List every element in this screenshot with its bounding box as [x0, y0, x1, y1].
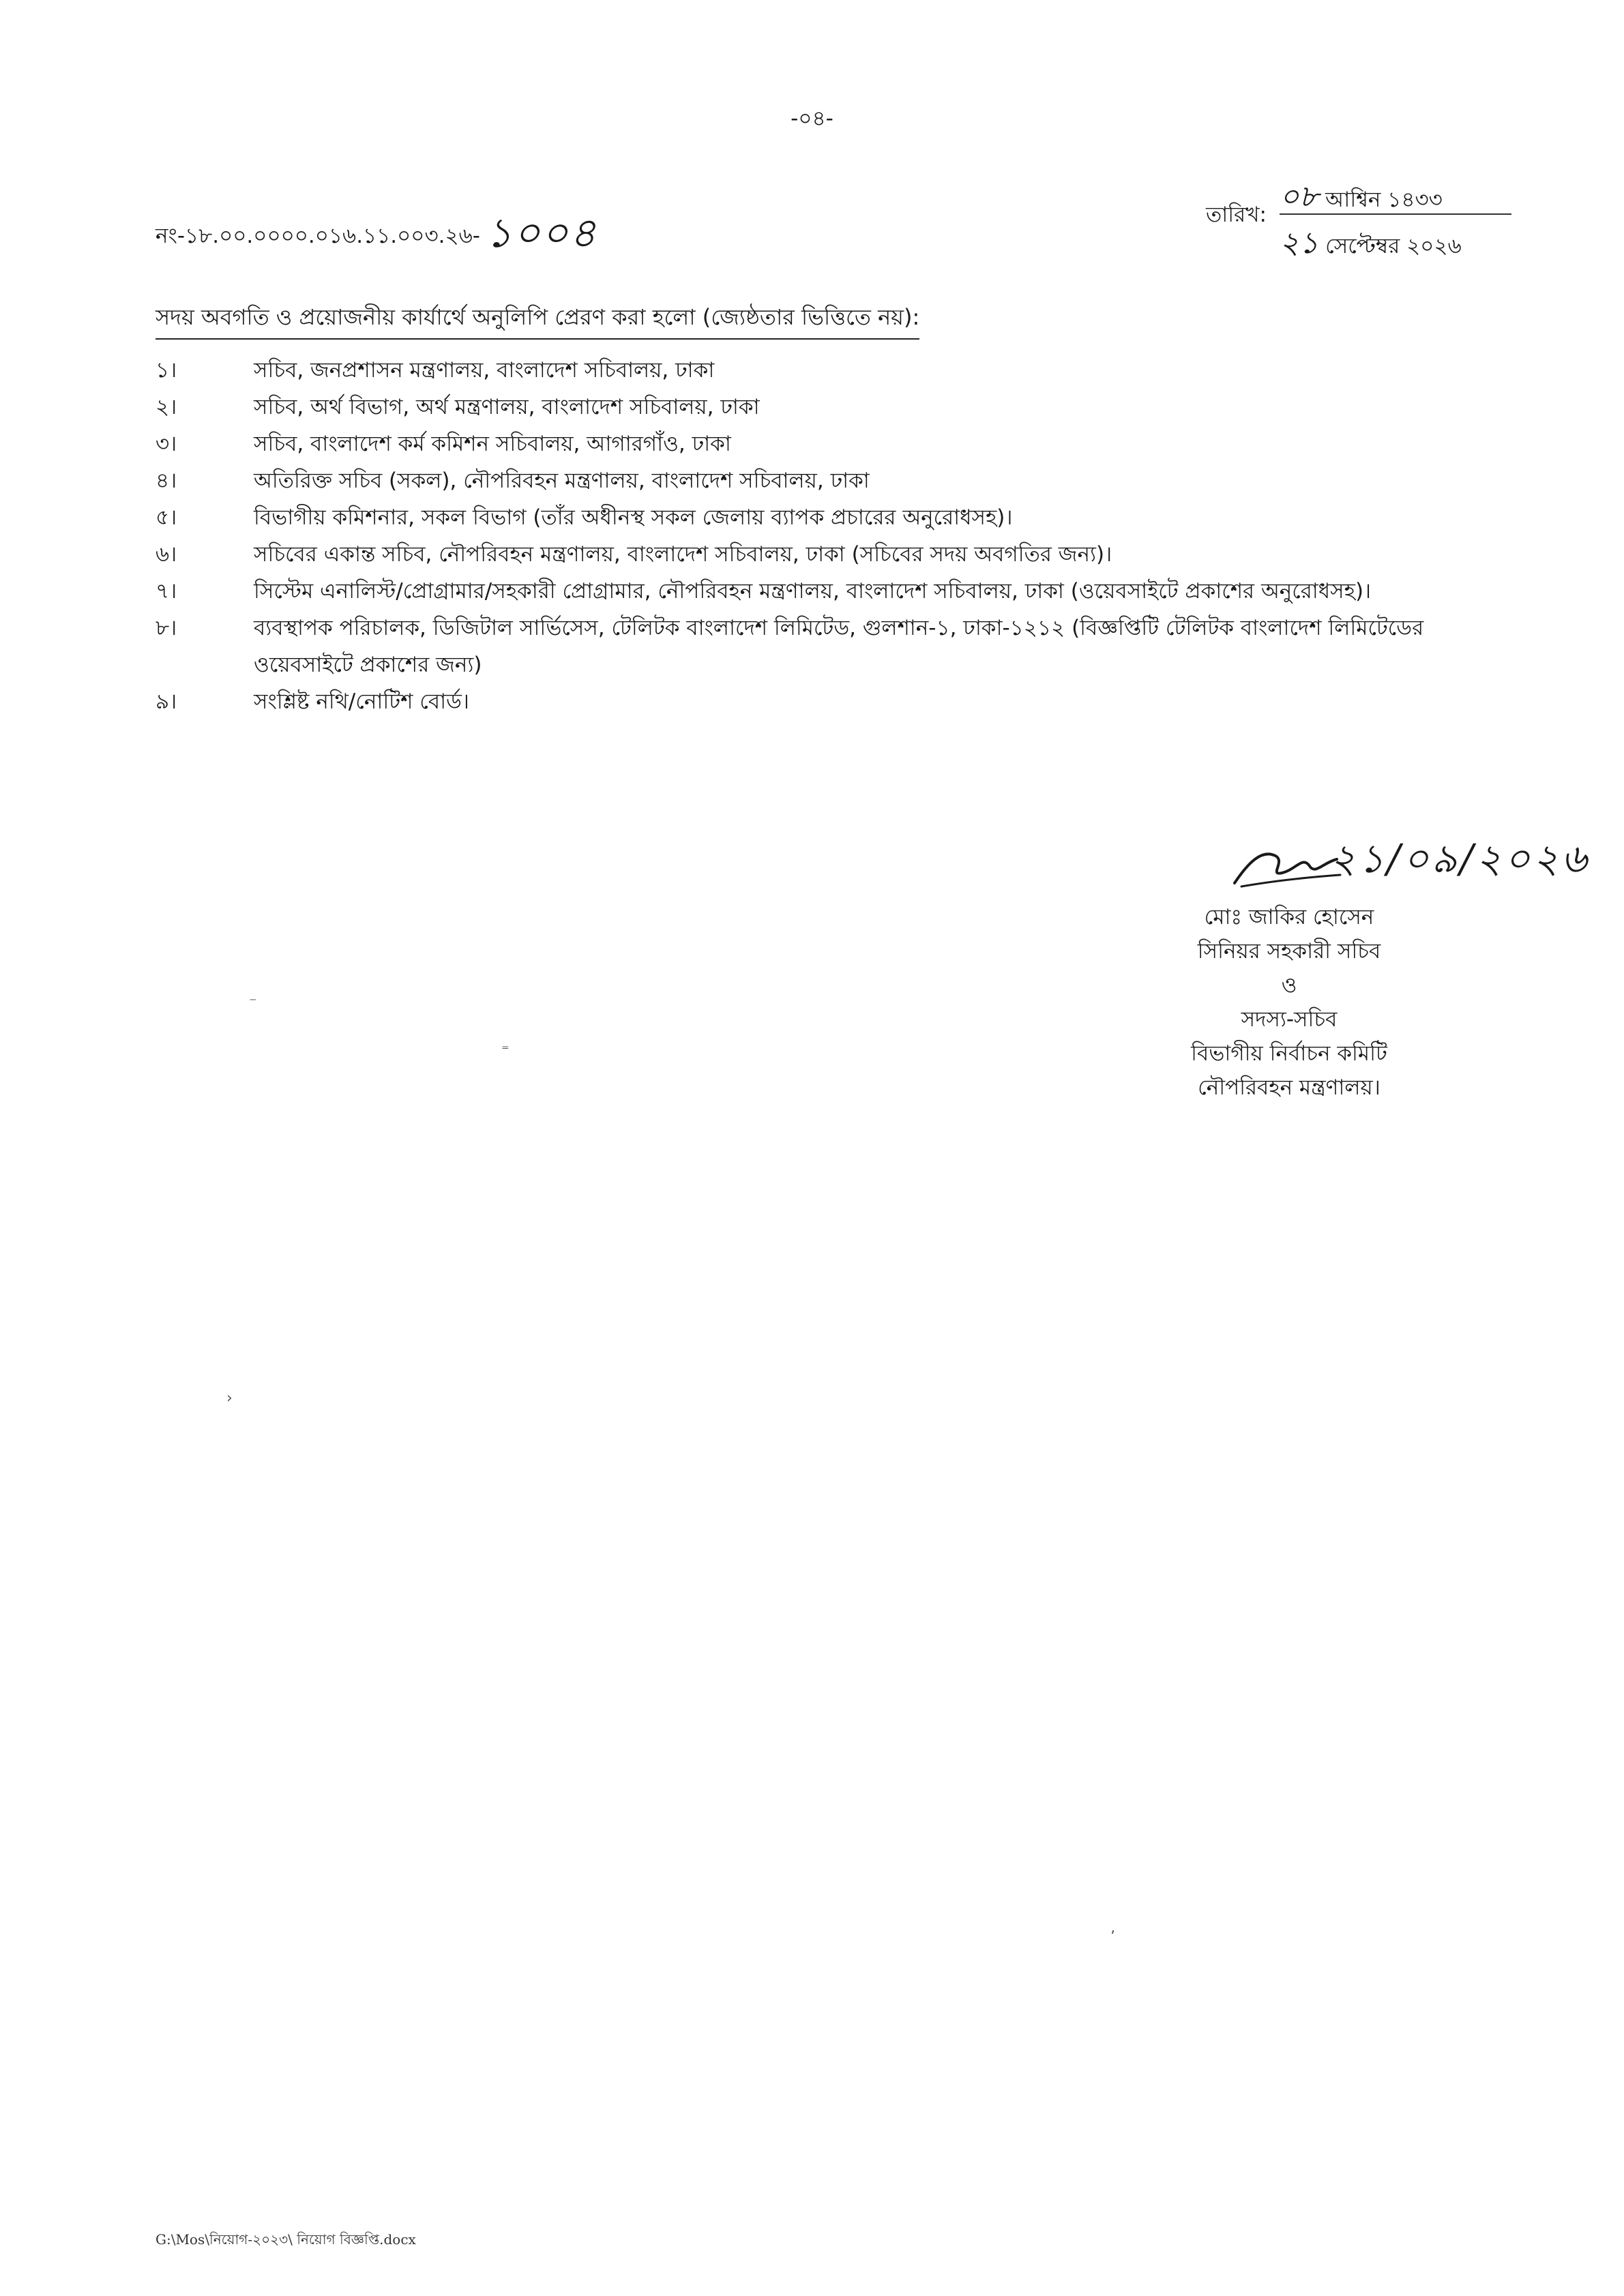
- signatory-block: [1119, 900, 1460, 1105]
- bangla-month-year: আশ্বিন ১৪৩৩: [1325, 188, 1443, 212]
- signatory-name: মোঃ জাকির হোসেন: [1204, 905, 1374, 929]
- english-month-year: সেপ্টেম্বর ২০২৬: [1325, 234, 1462, 258]
- signatory-role: সদস্য-সচিব: [1241, 1007, 1338, 1032]
- date-block: [1206, 174, 1533, 260]
- list-item-number: ৬।: [156, 542, 177, 567]
- list-item-number: ২।: [156, 395, 177, 419]
- list-item-text: সিস্টেম এনালিস্ট/প্রোগ্রামার/সহকারী প্রোগ্রামার, নৌপরিবহন মন্ত্রণালয়, বাংলাদেশ সচিবালয়, ঢাকা (ওয়েবসাইটে প্রকাশের অনুরোধসহ)।: [254, 579, 1372, 603]
- bangla-date: [1280, 174, 1511, 215]
- list-item-number: ১।: [156, 358, 177, 383]
- scan-speck: ›: [226, 1390, 233, 1407]
- list-item-text: অতিরিক্ত সচিব (সকল), নৌপরিবহন মন্ত্রণালয়, বাংলাদেশ সচিবালয়, ঢাকা: [254, 468, 870, 493]
- distribution-intro: সদয় অবগতি ও প্রয়োজনীয় কার্যার্থে অনুলিপি প্রেরণ করা হলো (জ্যেষ্ঠতার ভিত্তিতে নয়):: [156, 300, 919, 340]
- list-item: [156, 462, 1526, 499]
- signature: [1228, 829, 1610, 904]
- list-item: [156, 499, 1526, 536]
- signatory-conjunction: ও: [1281, 973, 1297, 998]
- list-item: [156, 573, 1526, 610]
- signatory-designation: সিনিয়র সহকারী সচিব: [1197, 939, 1381, 964]
- list-item-text: সচিবের একান্ত সচিব, নৌপরিবহন মন্ত্রণালয়, বাংলাদেশ সচিবালয়, ঢাকা (সচিবের সদয় অবগতির জন্য)।: [254, 542, 1112, 567]
- list-item-text: বিভাগীয় কমিশনার, সকল বিভাগ (তাঁর অধীনস্থ সকল জেলায় ব্যাপক প্রচারের অনুরোধসহ)।: [254, 505, 1013, 530]
- list-item-number: ৭।: [156, 579, 177, 603]
- list-item-number: ৮।: [156, 616, 177, 640]
- scan-speck: ⁻: [249, 994, 257, 1011]
- english-date: [1280, 220, 1462, 270]
- list-item-text: সংশ্লিষ্ট নথি/নোটিশ বোর্ড।: [254, 689, 470, 714]
- list-item-text: ব্যবস্থাপক পরিচালক, ডিজিটাল সার্ভিসেস, টেলিটক বাংলাদেশ লিমিটেড, গুলশান-১, ঢাকা-১২১২ (বিজ্ঞপ্তিটি টেলিটক বাংলাদেশ লিমিটেডের ওয়েবসাইটে প্রকাশের জন্য): [254, 616, 1424, 677]
- signature-scribble-icon: [1228, 835, 1344, 897]
- memo-number-prefix: নং-১৮.০০.০০০০.০১৬.১১.০০৩.২৬-: [156, 224, 480, 248]
- list-item: [156, 536, 1526, 573]
- english-day-handwritten: ২১: [1280, 226, 1319, 260]
- list-item: [156, 426, 1526, 462]
- list-item-text: সচিব, অর্থ বিভাগ, অর্থ মন্ত্রণালয়, বাংলাদেশ সচিবালয়, ঢাকা: [254, 395, 760, 419]
- memo-number: [156, 198, 597, 266]
- signatory-ministry: নৌপরিবহন মন্ত্রণালয়।: [1198, 1075, 1381, 1100]
- list-item: [156, 683, 1526, 720]
- date-label: তারিখ:: [1206, 203, 1267, 227]
- list-item: [156, 610, 1526, 683]
- scan-speck: ʼ: [1110, 1928, 1115, 1945]
- list-item-number: ৩।: [156, 432, 177, 456]
- list-item: [156, 352, 1526, 389]
- bangla-day-handwritten: ০৮: [1280, 179, 1319, 214]
- list-item-text: সচিব, জনপ্রশাসন মন্ত্রণালয়, বাংলাদেশ সচিবালয়, ঢাকা: [254, 358, 715, 383]
- memo-number-handwritten: ১০০৪: [485, 209, 597, 257]
- list-item-number: ৯।: [156, 689, 177, 714]
- footer-file-path: G:\Mos\নিয়োগ-২০২৩\ নিয়োগ বিজ্ঞপ্তি.docx: [156, 2231, 416, 2248]
- list-item-text: সচিব, বাংলাদেশ কর্ম কমিশন সচিবালয়, আগারগাঁও, ঢাকা: [254, 432, 731, 456]
- list-item: [156, 389, 1526, 426]
- page-number: -০৪-: [791, 106, 833, 131]
- list-item-number: ৫।: [156, 505, 177, 530]
- signature-handwritten-date: ২১/০৯/২০২৬: [1330, 835, 1590, 882]
- signatory-committee: বিভাগীয় নির্বাচন কমিটি: [1191, 1041, 1387, 1066]
- distribution-list: [156, 352, 1526, 720]
- list-item-number: ৪।: [156, 468, 177, 493]
- scan-speck: ⁼: [501, 1042, 510, 1059]
